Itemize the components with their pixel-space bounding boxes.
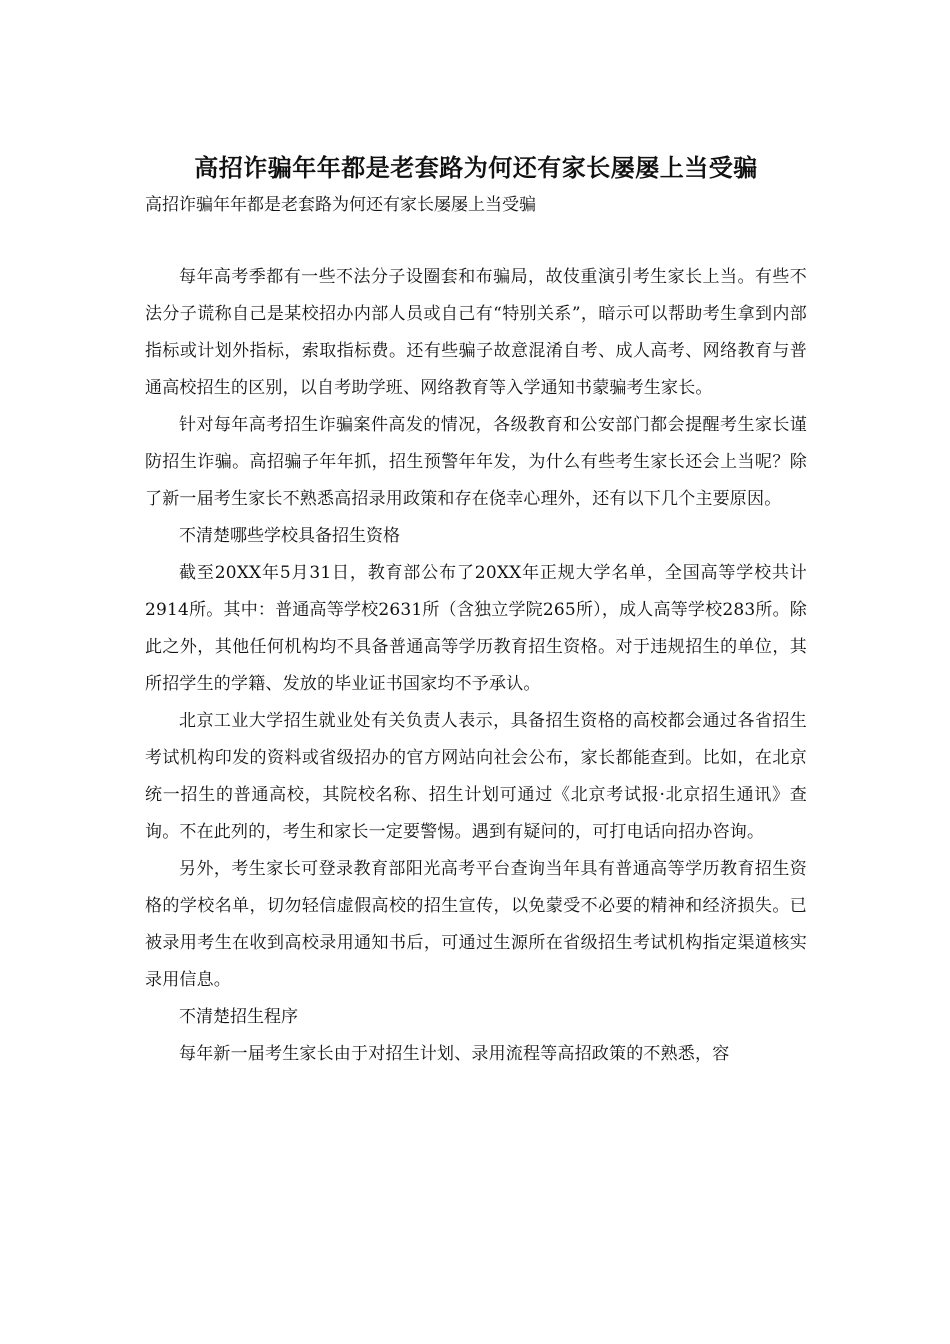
section-heading-qualification: 不清楚哪些学校具备招生资格 (179, 526, 400, 546)
paragraph-procedure: 每年新一届考生家长由于对招生计划、录用流程等高招政策的不熟悉，容 (179, 1044, 730, 1064)
blank-line (145, 222, 807, 259)
section-heading-procedure: 不清楚招生程序 (179, 1007, 298, 1027)
document-subtitle: 高招诈骗年年都是老套路为何还有家长屡屡上当受骗 (145, 195, 536, 215)
document-title: 高招诈骗年年都是老套路为何还有家长屡屡上当受骗 (194, 153, 758, 182)
paragraph-bjut-advice: 北京工业大学招生就业处有关负责人表示，具备招生资格的高校都会通过各省招生考试机构印发的资料或省级招办的官方网站向社会公布，家长都能查到。比如，在北京统一招生的普通高校，其院校名称、招生计划可通过《北京考试报·北京招生通讯》查询。不在此列的，考生和家长一定要警惕。遇到有疑问的，可打电话向招办咨询。 (145, 711, 807, 842)
paragraph-university-count: 截至20XX年5月31日，教育部公布了20XX年正规大学名单，全国高等学校共计2914所。其中：普通高等学校2631所（含独立学院265所），成人高等学校283所。除此之外，其他任何机构均不具备普通高等学历教育招生资格。对于违规招生的单位，其所招学生的学籍、发放的毕业证书国家均不予承认。 (145, 563, 807, 694)
paragraph-sunshine-platform: 另外，考生家长可登录教育部阳光高考平台查询当年具有普通高等学历教育招生资格的学校名单，切勿轻信虚假高校的招生宣传，以免蒙受不必要的精神和经济损失。已被录用考生在收到高校录用通知书后，可通过生源所在省级招生考试机构指定渠道核实录用信息。 (145, 859, 807, 990)
paragraph-intro: 每年高考季都有一些不法分子设圈套和布骗局，故伎重演引考生家长上当。有些不法分子谎称自己是某校招办内部人员或自己有“特别关系”，暗示可以帮助考生拿到内部指标或计划外指标，索取指标费。还有些骗子故意混淆自考、成人高考、网络教育与普通高校招生的区别，以自考助学班、网络教育等入学通知书蒙骗考生家长。 (145, 267, 807, 398)
paragraph-warning: 针对每年高考招生诈骗案件高发的情况，各级教育和公安部门都会提醒考生家长谨防招生诈骗。高招骗子年年抓，招生预警年年发，为什么有些考生家长还会上当呢？除了新一届考生家长不熟悉高招录用政策和存在侥幸心理外，还有以下几个主要原因。 (145, 415, 807, 509)
document-page (145, 148, 807, 1073)
